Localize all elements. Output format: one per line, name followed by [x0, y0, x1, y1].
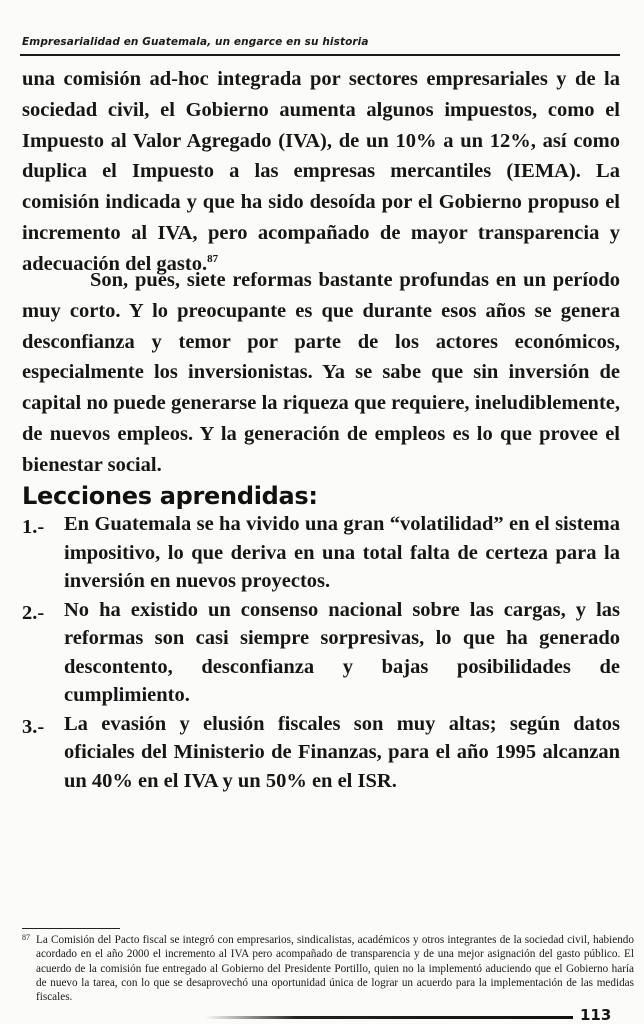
lesson-item — [22, 710, 620, 796]
lesson-text: No ha existido un consenso nacional sobre las cargas, y las reformas son casi siempre sorpresivas, lo que ha generado descontento, desconfianza y bajas posibilidades de cumplimiento. — [64, 598, 620, 706]
footnote — [22, 933, 634, 1004]
footnote-reference[interactable]: 87 — [207, 252, 219, 265]
lesson-item — [22, 596, 620, 710]
page-number: 113 — [580, 1006, 612, 1024]
header-rule — [20, 54, 620, 56]
footer-rule — [205, 1016, 573, 1019]
footnote-mark: 87 — [22, 933, 30, 942]
lesson-text: En Guatemala se ha vivido una gran “volatilidad” en el sistema impositivo, lo que deriva en una total falta de certeza para la inversión en nuevos proyectos. — [64, 513, 620, 592]
lesson-number: 2.- — [22, 601, 45, 624]
lessons-list — [22, 510, 620, 795]
footnote-text: La Comisión del Pacto fiscal se integró con empresarios, sindicalistas, académicos y otros integrantes de la sociedad civil, habiendo acordado en el año 2000 el incremento al IVA pero acompañado de transparencia y de una mejor asignación del gasto público. El acuerdo de la comisión fue entregado al Gobierno del Presidente Portillo, quien no la implementó aduciendo que el Gobierno haría de nuevo la tarea, con lo que se desaprovechó una oportunidad única de lograr un acuerdo para la implementación de las medidas fiscales. — [36, 934, 634, 1004]
paragraph-2: Son, pues, siete reformas bastante profundas en un período muy corto. Y lo preocupante es que durante esos años se genera desconfianza y temor por parte de los actores económicos, especialmente los inversionistas. Ya se sabe que sin inversión de capital no puede generarse la riqueza que requiere, ineludiblemente, de nuevos empleos. Y la generación de empleos es lo que provee el bienestar social. — [22, 269, 620, 476]
paragraph-1 — [22, 64, 620, 280]
lesson-number: 1.- — [22, 516, 45, 538]
lesson-text: La evasión y elusión fiscales son muy altas; según datos oficiales del Ministerio de Finanzas, para el año 1995 alcanzan un 40% en el IVA y un 50% en el ISR. — [64, 712, 620, 792]
running-head: Empresarialidad en Guatemala, un engarce en su historia — [22, 36, 369, 48]
paragraph-1-text: una comisión ad-hoc integrada por sectores empresariales y de la sociedad civil, el Gobierno aumenta algunos impuestos, como el Impuesto al Valor Agregado (IVA), de un 10% a un 12%, así como duplica el Impuesto a las empresas mercantiles (IEMA). La comisión indicada y que ha sido desoída por el Gobierno propuso el incremento al IVA, pero acompañado de mayor transparencia y adecuación del gasto. — [22, 68, 620, 275]
lesson-item — [22, 510, 620, 596]
section-heading: Lecciones aprendidas: — [22, 482, 318, 510]
lesson-number: 3.- — [22, 715, 45, 738]
footnote-separator — [22, 928, 120, 929]
